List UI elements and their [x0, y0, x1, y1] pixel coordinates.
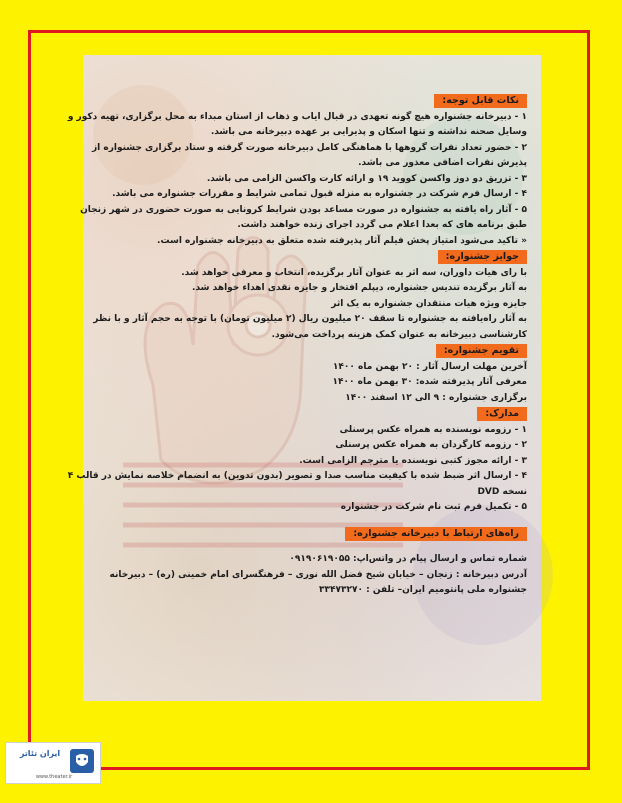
theater-mask-icon	[68, 747, 96, 775]
awards-line: با رای هیات داوران، سه اثر به عنوان آثار برگزیده، انتخاب و معرفی خواهد شد.	[181, 267, 527, 278]
notes-line: ۴ - ارسال فرم شرکت در جشنواره به منزله قبول تمامی شرایط و مقررات جشنواره می باشد.	[112, 189, 527, 199]
contact-line: آدرس دبیرخانه : زنجان – خیابان شیخ فضل الله نوری – فرهنگسرای امام خمینی (ره) – دبیرخانه	[109, 569, 527, 580]
calendar-line: معرفی آثار پذیرفته شده: ۳۰ بهمن ماه ۱۴۰۰	[332, 377, 527, 387]
awards-line: کارشناسی دبیرخانه به عنوان کمک هزینه پرداخت می‌شود.	[271, 329, 527, 340]
contact-list	[91, 552, 527, 599]
documents-line: نسخه DVD	[477, 486, 527, 497]
calendar-line: برگزاری جشنواره : ۹ الی ۱۲ اسفند ۱۴۰۰	[345, 392, 527, 403]
awards-line: جایزه ویژه هیات منتقدان جشنواره به یک اثر	[331, 298, 527, 309]
notes-line: طبق برنامه های که بعدا اعلام می گردد اجرای زنده خواهند داشت.	[237, 220, 527, 230]
calendar-line: آخرین مهلت ارسال آثار : ۲۰ بهمن ماه ۱۴۰۰	[332, 361, 527, 372]
notes-line: ۲ - حضور تعداد نفرات گروهها با هماهنگی کامل دبیرخانه صورت گرفته و ستاد برگزاری جشنواره از	[91, 142, 527, 153]
awards-heading: جوایز جشنواره:	[438, 250, 527, 264]
documents-line: ۵ - تکمیل فرم ثبت نام شرکت در جشنواره	[340, 502, 527, 512]
documents-line: ۳ - ارائه مجوز کتبی نویسنده یا مترجم الزامی است.	[299, 455, 527, 466]
notes-list	[67, 110, 527, 250]
poster-text-content	[67, 93, 527, 599]
documents-list	[67, 423, 527, 516]
notes-line: ۳ - تزریق دو دوز واکسن کووید ۱۹ و ارائه کارت واکسن الزامی می باشد.	[206, 173, 527, 184]
calendar-list	[91, 360, 527, 407]
notes-heading: نکات قابل توجه:	[434, 94, 527, 108]
theater-site-logo[interactable]	[5, 742, 101, 784]
documents-line: ۴ - ارسال اثر ضبط شده با کیفیت مناسب صدا و تصویر (بدون تدوین) به انضمام خلاصه نمایش در قالب ۴	[67, 471, 527, 481]
documents-heading: مدارک:	[477, 407, 527, 421]
notes-line: ۵ - آثار راه یافته به جشنواره در صورت مساعد بودن شرایط کرونایی به صورت حضوری در شهر زنجان	[80, 204, 527, 215]
contact-line: جشنواره ملی پانتومیم ایران– تلفن : ۳۳۴۷۳۲۷۰	[319, 585, 527, 595]
contact-heading: راه‌های ارتباط با دبیرخانه جشنواره:	[345, 527, 527, 541]
awards-list	[91, 266, 527, 344]
notes-line: ۱ - دبیرخانه جشنواره هیچ گونه تعهدی در قبال ایاب و ذهاب از استان مبداء به محل برگزاری، تهیه دکور و	[67, 111, 527, 122]
notes-line: پذیرش نفرات اضافی معذور می باشد.	[358, 158, 527, 168]
awards-line: به آثار برگزیده تندیس جشنواره، دیپلم افتخار و جایزه نقدی اهداء خواهد شد.	[192, 283, 527, 293]
documents-line: ۲ - رزومه کارگردان به همراه عکس پرسنلی	[335, 440, 527, 450]
notes-line: « تاکید می‌شود امتیاز پخش فیلم آثار پذیرفته شده متعلق به دبیرخانه جشنواره است.	[157, 235, 527, 246]
contact-line: شماره تماس و ارسال پیام در واتس‌اپ: ۰۹۱۹۰۶۱۹۰۵۵	[289, 554, 527, 564]
notes-line: وسایل صحنه نداشته و تنها اسکان و پذیرایی بر عهده دبیرخانه می باشد.	[210, 127, 527, 137]
calendar-heading: تقویم جشنواره:	[436, 344, 527, 358]
logo-url: www.theater.ir	[35, 774, 73, 780]
awards-line: به آثار راه‌یافته به جشنواره تا سقف ۲۰ میلیون ریال (۲ میلیون تومان) با توجه به حجم آثار و با نظر	[93, 314, 527, 324]
poster-page	[67, 55, 541, 701]
documents-line: ۱ - رزومه نویسنده به همراه عکس پرسنلی	[339, 424, 527, 435]
logo-title: ایران تئاتر	[19, 749, 61, 758]
